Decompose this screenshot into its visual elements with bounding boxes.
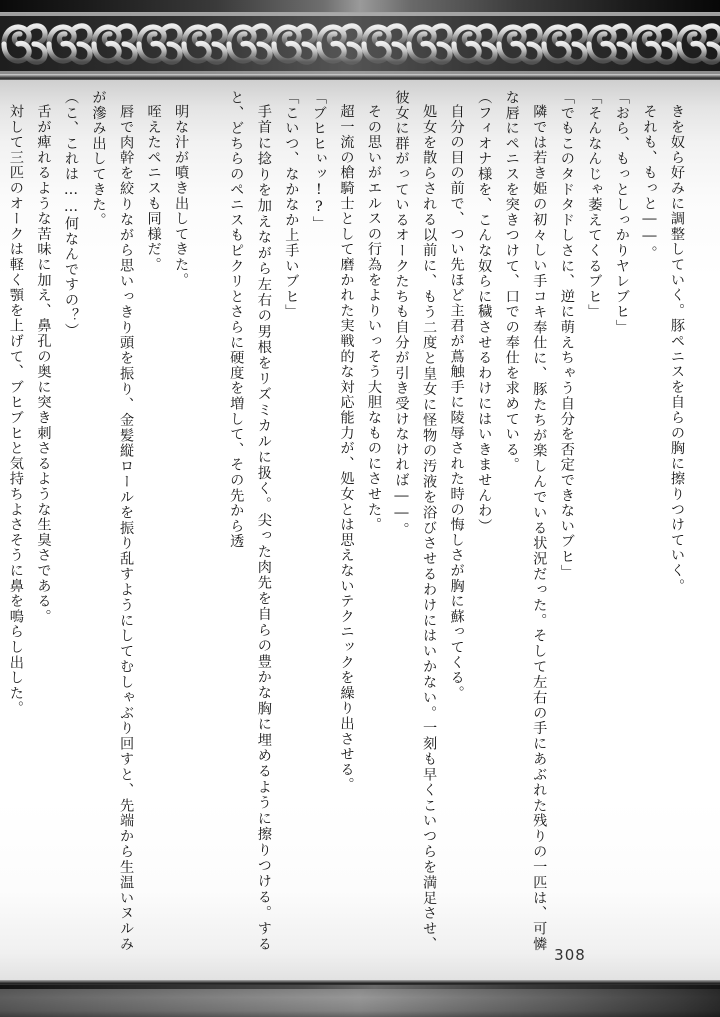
paragraph: 唇で肉幹を絞りながら思いっきり頭を振り、金髪縦ロールを振り乱すようにしてむしゃぶり回すと、先端から生温いヌルみが滲み出してきた。	[90, 90, 135, 952]
paragraph: その思いがエルスの行為をよりいっそう大胆なものにさせた。	[365, 104, 382, 533]
paragraph: 処女を散らされる以前に、もう二度と皇女に怪物の汚液を浴びさせるわけにはいかない。一刻も早くこいつらを満足させ、彼女に群がっているオークたちも自分が引き受けなければ――。	[393, 90, 438, 952]
page-number-value: 308	[554, 946, 586, 964]
page-number	[0, 946, 720, 964]
paragraph: 隣では若き姫の初々しい手コキ奉仕に、豚たちが楽しんでいる状況だった。そして左右の手にあぶれた残りの一匹は、可憐な唇にペニスを突きつけて、口での奉仕を求めている。	[503, 90, 548, 952]
paragraph: 超一流の槍騎士として磨かれた実戦的な対応能力が、処女とは思えないテクニックを繰り出させる。	[338, 104, 355, 793]
celtic-knotwork-ornament	[0, 12, 720, 76]
paragraph: （こ、これは……何なんですの？）	[62, 90, 79, 339]
vertical-text-body	[7, 90, 690, 952]
bottom-gradient-strip	[0, 989, 720, 1017]
paragraph-spacer	[194, 90, 222, 91]
paragraph: きを奴ら好みに調整していく。豚ペニスを自らの胸に擦りつけていく。	[669, 104, 685, 594]
paragraph: それも、もっと――。	[641, 104, 658, 261]
paragraph: 対して三匹のオークは軽く顎を上げて、ブヒブヒと気持ちよさそうに鼻を鳴らし出した。	[7, 104, 24, 717]
paragraph: 自分の目の前で、つい先ほど主君が蔦触手に陵辱された時の悔しさが胸に蘇ってくる。	[448, 104, 465, 701]
paragraph: 「でもこのタドタドしさに、逆に萌えちゃう自分を否定できないブヒ」	[558, 90, 575, 580]
paragraph: 手首に捻りを加えながら左右の男根をリズミカルに扱く。尖った肉先を自らの豊かな胸に埋めるように擦りつける。すると、どちらのペニスもピクリとさらに硬度を増して、その先から透	[228, 90, 272, 952]
knotwork-pattern-icon	[0, 13, 720, 75]
paragraph: 「そんなんじゃ萎えてくるブヒ」	[586, 90, 603, 320]
paragraph: 「おら、もっとしっかりヤレブヒ」	[613, 90, 630, 335]
paragraph: 「こいつ、なかなか上手いブヒ」	[283, 90, 300, 320]
bottom-strip-shading	[0, 989, 720, 1017]
paragraph: （フィオナ様を、こんな奴らに穢させるわけにはいきませんわ）	[476, 90, 493, 534]
paragraph: 明な汁が噴き出してきた。	[173, 104, 190, 288]
paper-sheet	[0, 80, 720, 980]
paragraph: 咥えたペニスも同様だ。	[145, 104, 162, 273]
paragraph: 舌が痺れるような苦味に加え、鼻孔の奥に突き刺さるような生臭さである。	[35, 104, 52, 625]
paragraph: 「ブヒヒぃッ!?」	[310, 90, 327, 232]
